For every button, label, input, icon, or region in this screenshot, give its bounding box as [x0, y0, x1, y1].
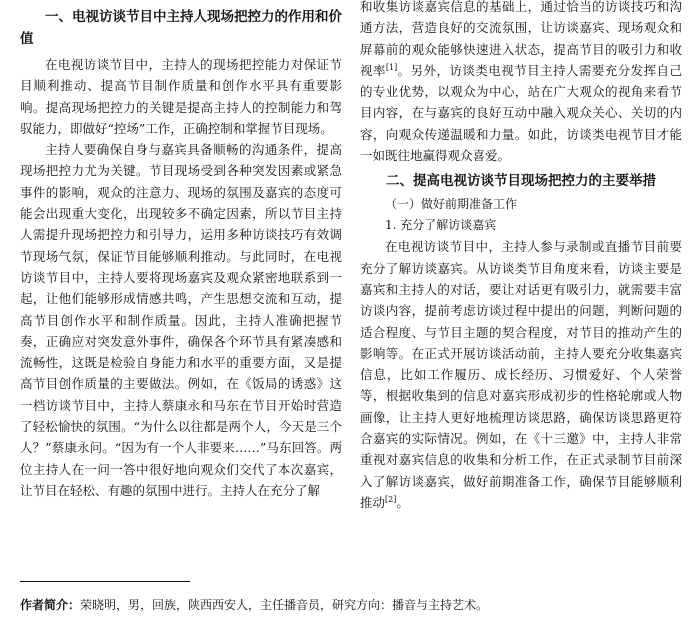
author-note	[20, 596, 680, 614]
citation-ref: [2]	[385, 494, 397, 504]
subsection-heading: （一）做好前期准备工作	[385, 197, 518, 212]
citation-ref: [1]	[385, 62, 398, 72]
right-column	[360, 0, 682, 513]
text-run: 。另外，访谈类电视节目主持人需要充分发挥自己的专业优势，以观众为中心，站在广大观众的视角来看节目内容，在与嘉宾的良好互动中融入观众关心、关切的内容，向观众传递温暖和力量。如此，访谈类电视节目才能一如既往地赢得观众喜爱。	[360, 62, 682, 164]
text-run: 和收集访谈嘉宾信息的基础上，通过恰当的访谈技巧和沟通方法，营造良好的交流氛围，让访谈嘉宾、现场观众和屏幕前的观众能够快速进入状态，提高节目的吸引力和收视率	[360, 0, 682, 78]
paragraph: 主持人要确保自身与嘉宾具备顺畅的沟通条件，提高现场把控力尤为关键。节目现场受到各种突发因素或紧急事件的影响，观众的注意力、现场的氛围及嘉宾的态度可能会出现重大变化，出现较多不确定因素，所以节目主持人需提升现场把控力和引导力，运用多种访谈技巧有效调节现场气氛，保证节目能够顺利推动。与此同时，在电视访谈节目中，主持人要将现场嘉宾及观众紧密地联系到一起，让他们能够形成情感共鸣，产生思想交流和互动，提高节目创作水平和制作质量。因此，主持人准确把握节奏，正确应对突发意外事件，确保各个环节具有紧凑感和流畅性，这既是检验自身能力和水平的重要方面，又是提高节目创作质量的主要做法。例如，在《饭局的诱惑》这一档访谈节目中，主持人蔡康永和马东在节目开始时营造了轻松愉快的氛围。“为什么以往都是两个人，今天是三个人？”蔡康永问。“因为有一个人非要来……”马东回答。两位主持人在一问一答中很好地向观众们交代了本次嘉宾，让节目在轻松、有趣的氛围中进行。主持人在充分了解	[20, 142, 342, 498]
text-run: 。	[396, 494, 409, 510]
section-heading-1: 一、电视访谈节目中主持人现场把控力的作用和价值	[20, 9, 342, 47]
author-note-label: 作者简介：	[20, 598, 81, 612]
text-run: 在电视访谈节目中，主持人参与录制或直播节目前要充分了解访谈嘉宾。从访谈类节目角度来看，访谈主要是嘉宾和主持人的对话，要让对话更有吸引力，就需要丰富访谈内容，提前考虑访谈过程中提出的问题，判断问题的适合程度、与节目主题的契合程度，对节目的推动产生的影响等。在正式开展访谈活动前，主持人要充分收集嘉宾信息，比如工作履历、成长经历、习惯爱好、个人荣誉等，根据收集到的信息对嘉宾形成初步的性格轮廓或人物画像，让主持人更好地梳理访谈思路，确保访谈思路更符合嘉宾的实际情况。例如，在《十三邀》中，主持人非常重视对嘉宾信息的收集和分析工作，在正式录制节目前深入了解访谈嘉宾，做好前期准备工作，确保节目能够顺利推动	[360, 239, 682, 510]
author-note-text: 荣晓明，男，回族，陕西西安人，主任播音员，研究方向：播音与主持艺术。	[80, 598, 489, 612]
footnote-divider	[20, 581, 190, 582]
paragraph	[360, 236, 682, 513]
paragraph: 在电视访谈节目中，主持人的现场把控能力对保证节目顺利推动、提高节目制作质量和创作水平具有重要影响。提高现场把控力的关键是提高主持人的控制能力和驾驭能力，即做好“控场”工作，正确控制和掌握节目现场。	[20, 57, 342, 136]
paragraph-continued	[360, 0, 682, 166]
subsubsection-heading: 1. 充分了解访谈嘉宾	[385, 218, 497, 233]
section-heading-2: 二、提高电视访谈节目现场把控力的主要举措	[386, 173, 656, 190]
left-column	[20, 6, 342, 501]
